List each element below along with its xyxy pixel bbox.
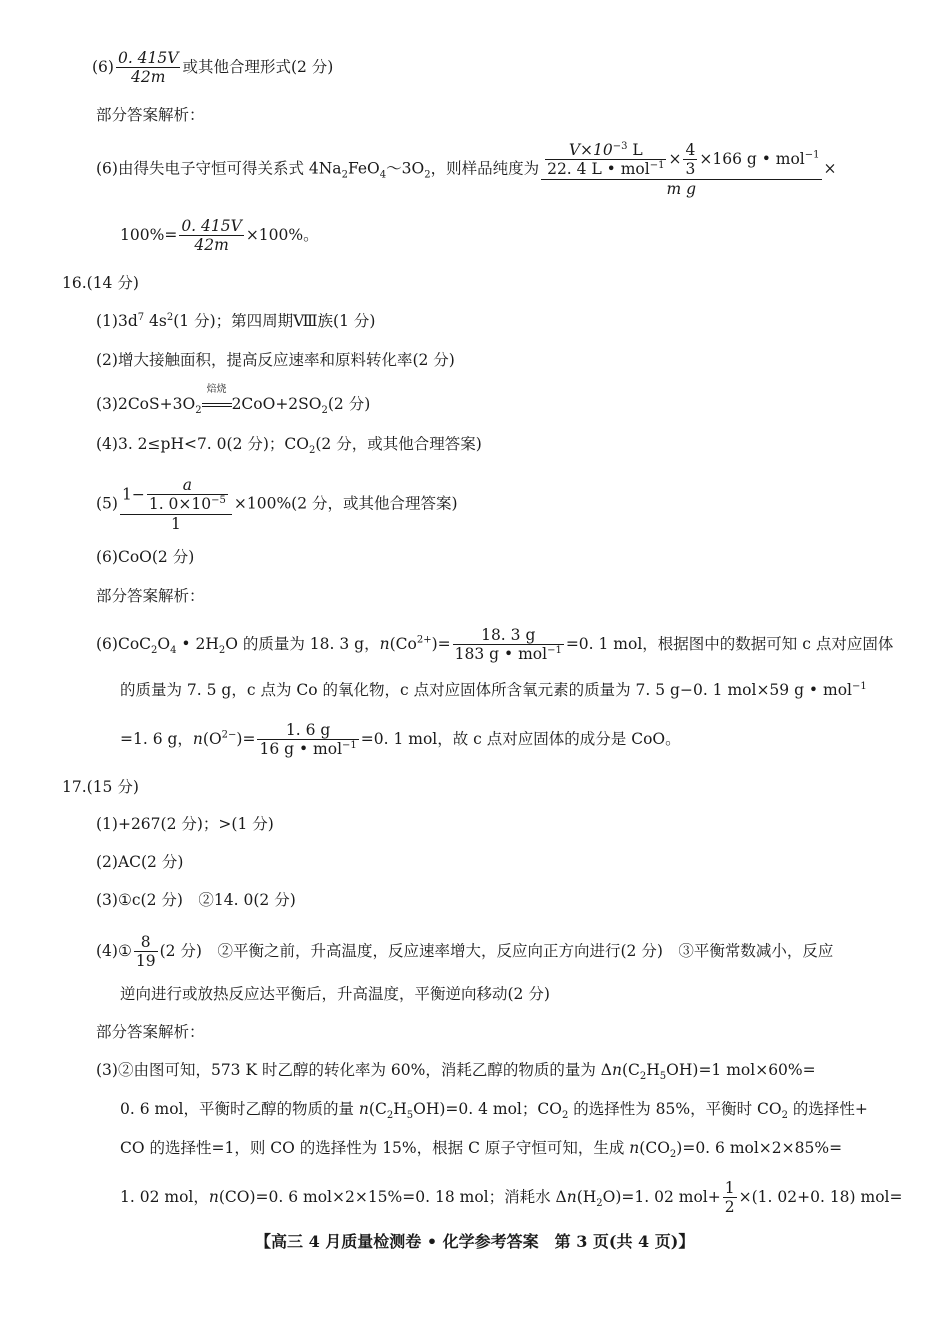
q16-analysis-line1 bbox=[96, 627, 893, 663]
q16-an2-pre: 的质量为 7. 5 g，c 点为 Co 的氧化物，c 点对应固体所含氧元素的质量为 7. 5 g−0. 1 mol×59 g • mol bbox=[120, 681, 852, 699]
q16-an2-sup: −1 bbox=[852, 680, 867, 692]
q15-6-label: (6) bbox=[92, 57, 114, 76]
q16-an1-den-text: 183 g • mol bbox=[454, 645, 548, 664]
q15a-sub2: 4 bbox=[379, 169, 387, 181]
q16-a4-sub: 2 bbox=[308, 445, 316, 457]
q16-an3-fraction bbox=[257, 722, 358, 758]
q15a-l2-tail: ×100%。 bbox=[245, 225, 319, 244]
q16-an3-n: n bbox=[192, 729, 203, 748]
q17-analysis-line1 bbox=[96, 1061, 816, 1083]
q15a-three: 3 bbox=[685, 160, 696, 179]
q17-an4-sub: 2 bbox=[596, 1197, 603, 1209]
q16-an1-m3: O 的质量为 18. 3 g， bbox=[225, 634, 380, 653]
q17-an2-m4: 的选择性为 85%，平衡时 CO bbox=[568, 1100, 782, 1118]
q15a-sub1: 2 bbox=[341, 169, 348, 181]
q16-an1-m2: • 2H bbox=[176, 634, 219, 653]
q15a-inner-num-text: V×10 bbox=[568, 141, 613, 159]
q16-an1-num: 18. 3 g bbox=[453, 627, 564, 645]
q16-answer-3 bbox=[96, 384, 371, 417]
q15-6-frac-num: 0. 415V bbox=[117, 49, 179, 67]
q17-answer-4-line2: 逆向进行或放热反应达平衡后，升高温度，平衡逆向移动(2 分) bbox=[120, 985, 550, 1003]
q17-an2-m2: H bbox=[393, 1100, 407, 1118]
q15-6-analysis-line1 bbox=[96, 142, 837, 197]
q17-heading: 17.(15 分) bbox=[62, 778, 139, 796]
q15a-inner-den-sup: −1 bbox=[649, 160, 665, 172]
q15a-outer-den: m g bbox=[666, 179, 697, 198]
q16-a1-tail: (1 分)；第四周期Ⅷ族(1 分) bbox=[173, 312, 376, 330]
q17-an3-n: n bbox=[629, 1139, 640, 1157]
q17-a4-fraction bbox=[134, 934, 158, 970]
q16-an1-sub2: 4 bbox=[170, 644, 177, 656]
q15a-times2: ×166 g • mol bbox=[699, 149, 805, 168]
q16-a1-sup1: 7 bbox=[137, 311, 145, 323]
q16-a3-mid: 2CoO+2SO bbox=[231, 395, 322, 413]
q17-an1-tail: OH)=1 mol×60%= bbox=[666, 1061, 816, 1079]
q15a-inner-den bbox=[545, 160, 666, 177]
q16-a5-inner-den bbox=[147, 495, 228, 512]
q15a-sub3: 2 bbox=[424, 169, 431, 181]
q15a-times1: × bbox=[668, 149, 682, 168]
q17-an3-sub: 2 bbox=[669, 1149, 677, 1161]
q17-an4-half bbox=[723, 1180, 737, 1216]
q17-an2-sub1: 2 bbox=[386, 1110, 394, 1122]
q17-answer-1: (1)+267(2 分)；>(1 分) bbox=[96, 815, 274, 833]
q16-a3-equal-bar bbox=[202, 403, 232, 407]
q16-a5-inner-den-text: 1. 0×10 bbox=[148, 495, 212, 514]
q15a-prefix: (6)由得失电子守恒可得关系式 4Na bbox=[96, 159, 342, 178]
q16-an1-den bbox=[453, 645, 564, 662]
q16-answer-6: (6)CoO(2 分) bbox=[96, 548, 195, 566]
q16-an1-m4: (Co bbox=[389, 634, 417, 653]
q17-analysis-heading: 部分答案解析： bbox=[96, 1023, 205, 1041]
q16-a5-inner-den-sup: −5 bbox=[211, 495, 226, 507]
q16-a3-sub1: 2 bbox=[195, 405, 202, 417]
q16-an1-fraction bbox=[453, 627, 564, 663]
q17-a4-tail: (2 分) ②平衡之前，升高温度，反应速率增大，反应向正方向进行(2 分) ③平衡常数减小，反应 bbox=[159, 942, 834, 961]
q16-analysis-heading: 部分答案解析： bbox=[96, 587, 205, 605]
q16-answer-1 bbox=[96, 311, 376, 330]
q16-an3-pre: =1. 6 g， bbox=[120, 729, 193, 748]
q16-a1-mid: 4s bbox=[144, 312, 167, 330]
q16-analysis-line2 bbox=[120, 680, 867, 699]
q16-an3-den-sup: −1 bbox=[342, 740, 357, 752]
q17-an2-n: n bbox=[358, 1100, 369, 1118]
q15a-mid1: FeO bbox=[347, 159, 380, 178]
analysis-heading-1: 部分答案解析： bbox=[96, 106, 205, 124]
q17-answer-4 bbox=[96, 934, 833, 970]
q17-an4-num: 1 bbox=[724, 1179, 735, 1197]
q17-an3-pre: CO 的选择性=1，则 CO 的选择性为 15%，根据 C 原子守恒可知，生成 bbox=[120, 1139, 630, 1157]
q16-heading: 16.(14 分) bbox=[62, 274, 139, 292]
q16-analysis-line3 bbox=[120, 722, 681, 758]
q17-an1-sub2: 5 bbox=[659, 1071, 667, 1083]
q17-an4-m1: (CO)=0. 6 mol×2×15%=0. 18 mol；消耗水 Δ bbox=[218, 1188, 567, 1207]
q16-a5-top: 1− bbox=[121, 485, 145, 504]
q17-answer-2: (2)AC(2 分) bbox=[96, 853, 184, 871]
q17-analysis-line4 bbox=[120, 1180, 903, 1216]
q17-a4-num: 8 bbox=[134, 934, 158, 952]
q15a-big-fraction bbox=[541, 142, 821, 197]
q17-a4-pre: (4)① bbox=[96, 942, 132, 961]
q15-6-fraction bbox=[116, 50, 181, 86]
q16-an1-m5: )= bbox=[431, 634, 451, 653]
q17-an2-m1: (C bbox=[368, 1100, 387, 1118]
q16-answer-5 bbox=[96, 477, 458, 532]
q17-an4-den: 2 bbox=[724, 1198, 735, 1217]
q15-6-answer bbox=[92, 50, 333, 86]
q17-an1-n: n bbox=[611, 1061, 622, 1079]
q16-an1-m1: O bbox=[157, 634, 171, 653]
q16-an1-pre: (6)CoC bbox=[96, 634, 152, 653]
q16-an1-tail: =0. 1 mol，根据图中的数据可知 c 点对应固体 bbox=[565, 634, 894, 653]
q17-an4-pre: 1. 02 mol， bbox=[120, 1188, 209, 1207]
q15a-l2-prefix: 100%= bbox=[120, 225, 178, 244]
q17-an4-n2: n bbox=[566, 1188, 577, 1207]
q16-answer-2: (2)增大接触面积，提高反应速率和原料转化率(2 分) bbox=[96, 351, 455, 369]
q16-a3-tail: (2 分) bbox=[327, 395, 371, 413]
q17-analysis-line3 bbox=[120, 1139, 843, 1161]
q15a-mid3: ，则样品纯度为 bbox=[430, 159, 540, 178]
q17-an2-sub2: 5 bbox=[406, 1110, 414, 1122]
q16-a3-cond: 焙烧 bbox=[206, 384, 227, 395]
q17-a4-den: 19 bbox=[135, 952, 156, 971]
q15a-inner-num bbox=[545, 142, 666, 160]
q17-an4-m3: O)=1. 02 mol+ bbox=[602, 1188, 721, 1207]
q15a-inner-num-sup: −3 bbox=[612, 140, 628, 152]
q16-answer-4 bbox=[96, 435, 482, 457]
q16-a5-a: a bbox=[147, 477, 228, 495]
q16-a1-pre: (1)3d bbox=[96, 312, 138, 330]
q17-an1-pre: (3)②由图可知，573 K 时乙醇的转化率为 60%，消耗乙醇的物质的量为 Δ bbox=[96, 1061, 612, 1079]
q17-an3-tail: )=0. 6 mol×2×85%= bbox=[676, 1139, 843, 1157]
q17-an4-m2: (H bbox=[576, 1188, 597, 1207]
q17-an3-m1: (CO bbox=[639, 1139, 670, 1157]
q16-a4-pre: (4)3. 2≤pH<7. 0(2 分)；CO bbox=[96, 435, 309, 453]
q16-a5-num bbox=[120, 477, 232, 515]
q17-an2-m3: OH)=0. 4 mol；CO bbox=[413, 1100, 562, 1118]
q16-a1-sup2: 2 bbox=[166, 311, 174, 323]
q16-an3-sup: 2− bbox=[221, 729, 237, 741]
q17-an4-tail: ×(1. 02+0. 18) mol= bbox=[738, 1188, 903, 1207]
q15a-inner-num-tail: L bbox=[627, 141, 643, 159]
q16-an1-n: n bbox=[379, 634, 390, 653]
q17-an4-n: n bbox=[208, 1188, 219, 1207]
q17-an1-m2: H bbox=[646, 1061, 660, 1079]
q17-an2-sub4: 2 bbox=[781, 1110, 788, 1122]
q15a-times2-sup: −1 bbox=[804, 149, 820, 161]
q17-analysis-line2 bbox=[120, 1100, 868, 1122]
q15a-big-num bbox=[541, 142, 821, 180]
q16-a5-label: (5) bbox=[96, 494, 118, 513]
q15-6-tail: 或其他合理形式(2 分) bbox=[182, 57, 334, 76]
page-footer: 【高三 4 月质量检测卷 • 化学参考答案 第 3 页(共 4 页)】 bbox=[255, 1232, 695, 1251]
q17-an2-pre: 0. 6 mol，平衡时乙醇的物质的量 bbox=[120, 1100, 359, 1118]
q16-an1-sup: 2+ bbox=[416, 634, 432, 646]
q15a-l2-num: 0. 415V bbox=[181, 217, 242, 235]
q15a-l2-fraction bbox=[179, 218, 244, 254]
q16-an3-den bbox=[257, 740, 358, 757]
q16-a3-sub2: 2 bbox=[321, 405, 328, 417]
q17-an2-sub3: 2 bbox=[561, 1110, 569, 1122]
q16-an3-tail: =0. 1 mol，故 c 点对应固体的成分是 CoO。 bbox=[360, 729, 681, 748]
q16-a5-tail: ×100%(2 分，或其他合理答案) bbox=[233, 494, 458, 513]
q16-an3-num: 1. 6 g bbox=[257, 722, 358, 740]
q16-an3-m2: )= bbox=[236, 729, 256, 748]
q17-an2-tail: 的选择性+ bbox=[788, 1100, 868, 1118]
q16-a5-inner-fraction bbox=[147, 477, 228, 513]
q17-an1-m1: (C bbox=[621, 1061, 640, 1079]
q16-an3-den-text: 16 g • mol bbox=[259, 740, 343, 759]
q15a-inner-fraction bbox=[545, 142, 666, 178]
q15a-mid2: ～3O bbox=[386, 159, 425, 178]
q15a-tail: × bbox=[823, 159, 837, 178]
q15a-four: 4 bbox=[685, 141, 696, 159]
q15a-four-thirds bbox=[683, 142, 697, 178]
q15a-inner-den-text: 22. 4 L • mol bbox=[547, 160, 650, 179]
q15-6-frac-den: 42m bbox=[131, 68, 166, 87]
q16-an1-den-sup: −1 bbox=[547, 645, 562, 657]
q16-a4-tail: (2 分，或其他合理答案) bbox=[315, 435, 482, 453]
q16-an1-sub3: 2 bbox=[218, 644, 226, 656]
q15-6-analysis-line2 bbox=[120, 218, 319, 254]
q15a-l2-den: 42m bbox=[194, 236, 229, 255]
q16-a3-pre: (3)2CoS+3O bbox=[96, 395, 196, 413]
q16-a5-fraction bbox=[120, 477, 232, 532]
q16-an3-m1: (O bbox=[202, 729, 222, 748]
q16-a5-den: 1 bbox=[170, 514, 181, 533]
q16-an1-sub1: 2 bbox=[151, 644, 158, 656]
q16-a3-condition-arrow bbox=[202, 384, 232, 413]
q17-an1-sub1: 2 bbox=[639, 1071, 647, 1083]
q17-answer-3: (3)①c(2 分) ②14. 0(2 分) bbox=[96, 891, 296, 909]
